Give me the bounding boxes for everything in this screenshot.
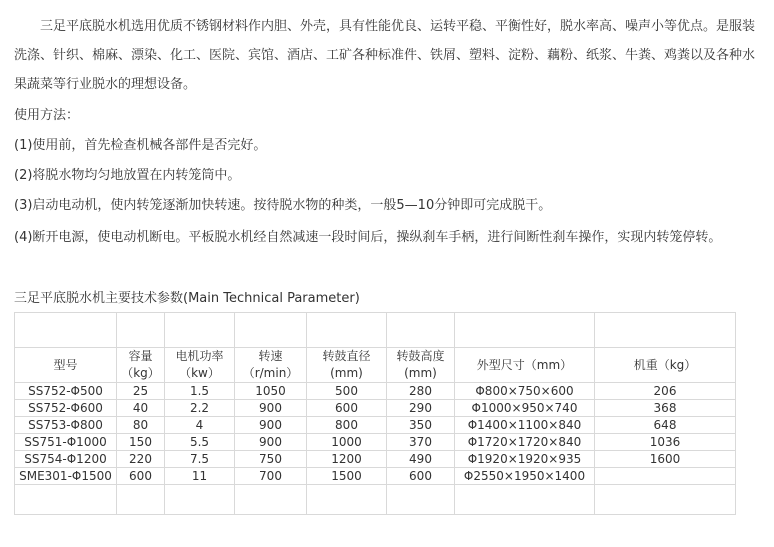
table-row: [15, 400, 736, 417]
cell-dimensions: Φ1400×1100×840: [455, 417, 595, 434]
table-row: [15, 383, 736, 400]
cell-motor-power: 11: [165, 468, 235, 485]
header-drum-diameter: 转鼓直径(mm): [307, 348, 387, 383]
cell-capacity: 220: [117, 451, 165, 468]
cell-speed: 750: [235, 451, 307, 468]
cell-drum-diameter: 600: [307, 400, 387, 417]
cell-weight: 1600: [595, 451, 736, 468]
table-row: [15, 451, 736, 468]
table-blank-row: [15, 313, 736, 348]
cell-dimensions: Φ1920×1920×935: [455, 451, 595, 468]
cell-motor-power: 2.2: [165, 400, 235, 417]
cell-capacity: 40: [117, 400, 165, 417]
cell-motor-power: 7.5: [165, 451, 235, 468]
cell-drum-height: 280: [387, 383, 455, 400]
usage-step-4: (4)断开电源，使电动机断电。平板脱水机经自然减速一段时间后，操纵刹车手柄，进行间断性刹车操作，实现内转笼停转。: [14, 230, 722, 245]
cell-motor-power: 4: [165, 417, 235, 434]
cell-drum-diameter: 1500: [307, 468, 387, 485]
cell-speed: 900: [235, 400, 307, 417]
cell-speed: 700: [235, 468, 307, 485]
cell-model: SME301-Φ1500: [15, 468, 117, 485]
cell-drum-height: 370: [387, 434, 455, 451]
cell-model: SS753-Φ800: [15, 417, 117, 434]
cell-drum-height: 600: [387, 468, 455, 485]
cell-model: SS752-Φ600: [15, 400, 117, 417]
cell-drum-height: 490: [387, 451, 455, 468]
table-blank-row: [15, 485, 736, 515]
header-drum-height: 转鼓高度(mm): [387, 348, 455, 383]
cell-weight: [595, 468, 736, 485]
cell-speed: 900: [235, 417, 307, 434]
table-row: [15, 434, 736, 451]
cell-drum-diameter: 500: [307, 383, 387, 400]
cell-drum-height: 350: [387, 417, 455, 434]
cell-drum-diameter: 1000: [307, 434, 387, 451]
table-row: [15, 417, 736, 434]
intro-paragraph: 三足平底脱水机选用优质不锈钢材料作内胆、外壳，具有性能优良、运转平稳、平衡性好，脱水率高、噪声小等优点。是服装洗涤、针织、棉麻、漂染、化工、医院、宾馆、酒店、工矿各种标准件、铁屑、塑料、淀粉、藕粉、纸浆、牛粪、鸡粪以及各种水果蔬菜等行业脱水的理想设备。: [14, 19, 756, 92]
cell-dimensions: Φ800×750×600: [455, 383, 595, 400]
table-header-row: [15, 348, 736, 383]
spec-table: [14, 312, 736, 515]
cell-model: SS752-Φ500: [15, 383, 117, 400]
usage-step-1: (1)使用前，首先检查机械各部件是否完好。: [14, 138, 267, 153]
usage-step-3: (3)启动电动机，使内转笼逐渐加快转速。按待脱水物的种类，一般5—10分钟即可完成脱干。: [14, 198, 552, 213]
cell-weight: 368: [595, 400, 736, 417]
cell-dimensions: Φ2550×1950×1400: [455, 468, 595, 485]
table-row: [15, 468, 736, 485]
cell-motor-power: 5.5: [165, 434, 235, 451]
cell-dimensions: Φ1000×950×740: [455, 400, 595, 417]
usage-step-2: (2)将脱水物均匀地放置在内转笼筒中。: [14, 168, 241, 183]
cell-capacity: 25: [117, 383, 165, 400]
header-weight: 机重（kg）: [595, 348, 736, 383]
cell-dimensions: Φ1720×1720×840: [455, 434, 595, 451]
cell-capacity: 600: [117, 468, 165, 485]
cell-motor-power: 1.5: [165, 383, 235, 400]
cell-model: SS751-Φ1000: [15, 434, 117, 451]
table-title: 三足平底脱水机主要技术参数(Main Technical Parameter): [14, 291, 360, 306]
cell-model: SS754-Φ1200: [15, 451, 117, 468]
cell-speed: 1050: [235, 383, 307, 400]
cell-drum-height: 290: [387, 400, 455, 417]
cell-drum-diameter: 800: [307, 417, 387, 434]
header-capacity: 容量（kg）: [117, 348, 165, 383]
cell-weight: 206: [595, 383, 736, 400]
cell-capacity: 80: [117, 417, 165, 434]
cell-drum-diameter: 1200: [307, 451, 387, 468]
usage-heading: 使用方法：: [14, 108, 80, 123]
header-model: 型号: [15, 348, 117, 383]
header-dimensions: 外型尺寸（mm）: [455, 348, 595, 383]
header-speed: 转速（r/min）: [235, 348, 307, 383]
cell-capacity: 150: [117, 434, 165, 451]
header-motor-power: 电机功率（kw）: [165, 348, 235, 383]
cell-weight: 648: [595, 417, 736, 434]
cell-speed: 900: [235, 434, 307, 451]
cell-weight: 1036: [595, 434, 736, 451]
